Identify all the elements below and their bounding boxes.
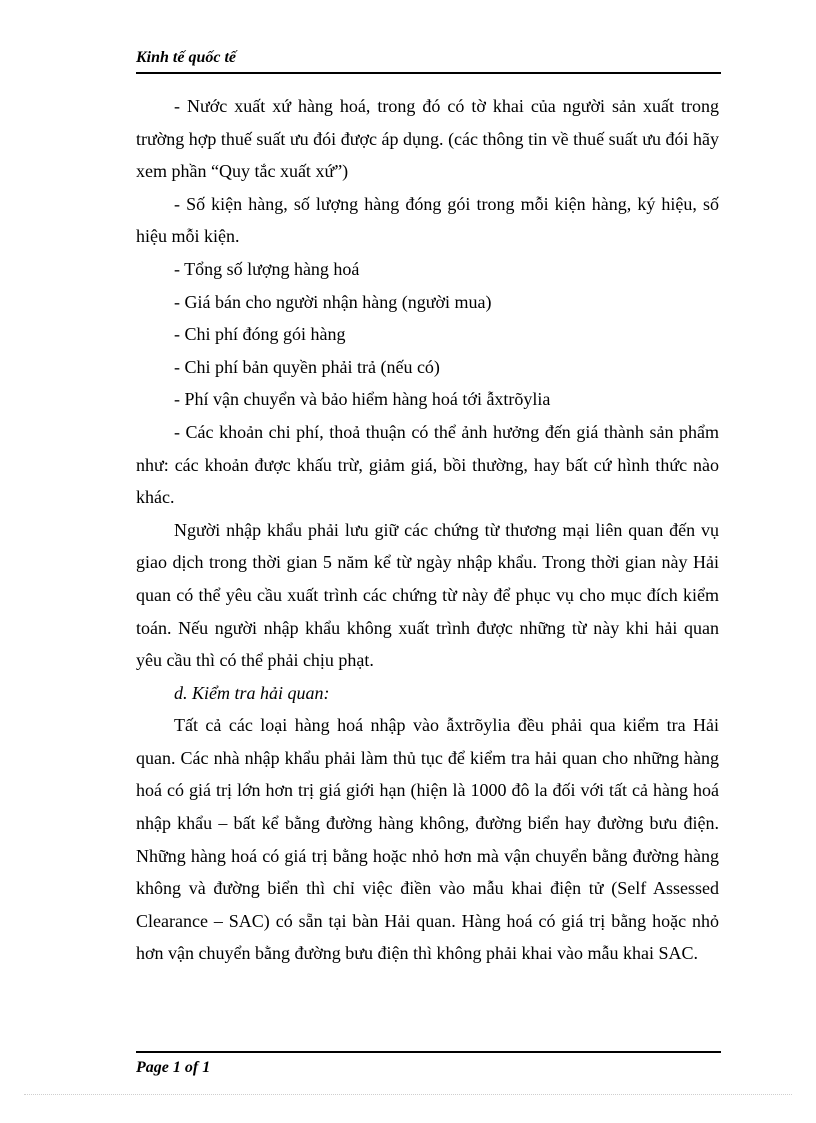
paragraph-total-quantity: - Tổng số lượng hàng hoá: [174, 258, 360, 279]
paragraph-selling-price: - Giá bán cho người nhận hàng (người mua): [174, 291, 492, 312]
paragraph-other-costs: - Các khoản chi phí, thoả thuận có thể ảnh hưởng đến giá thành sản phẩm như: các khoản được khấu trừ, giảm giá, bồi thường, hay bất cứ hình thức nào khác.: [136, 421, 719, 508]
paragraph-record-keeping: Người nhập khẩu phải lưu giữ các chứng từ thương mại liên quan đến vụ giao dịch trong thời gian 5 năm kể từ ngày nhập khẩu. Trong thời gian này Hải quan có thể yêu cầu xuất trình các chứng từ này để phục vụ cho mục đích kiểm toán. Nếu người nhập khẩu không xuất trình được những từ này khi hải quan yêu cầu thì có thể phải chịu phạt.: [136, 519, 719, 671]
document-body: [136, 90, 719, 970]
page-bottom-edge: [24, 1094, 792, 1095]
paragraph-packing-cost: - Chi phí đóng gói hàng: [174, 324, 346, 345]
paragraph-royalty-cost: - Chi phí bản quyền phải trả (nếu có): [174, 356, 440, 377]
paragraph-freight-insurance: - Phí vận chuyển và bảo hiểm hàng hoá tới ẫxtrõylia: [174, 389, 551, 410]
header-title: Kinh tế quốc tế: [136, 49, 237, 66]
paragraph-origin: - Nước xuất xứ hàng hoá, trong đó có tờ khai của người sản xuất trong trường hợp thuế suất ưu đói được áp dụng. (các thông tin về thuế suất ưu đói hãy xem phần “Quy tắc xuất xứ”): [136, 96, 719, 182]
page-number: Page 1 of 1: [136, 1059, 211, 1076]
paragraph-customs-inspection: Tất cả các loại hàng hoá nhập vào ẫxtrõylia đều phải qua kiểm tra Hải quan. Các nhà nhập khẩu phải làm thủ tục để kiểm tra hải quan cho những hàng hoá có giá trị lớn hơn trị giá giới hạn (hiện là 1000 đô la đối với tất cả hàng hoá nhập khẩu – bất kể bằng đường hàng không, đường biển hay đường bưu điện. Những hàng hoá có giá trị bằng hoặc nhỏ hơn mà vận chuyển bằng đường hàng không và đường biển thì chỉ việc điền vào mẫu khai điện tử (Self Assessed Clearance – SAC) có sẵn tại bàn Hải quan. Hàng hoá có giá trị bằng hoặc nhỏ hơn vận chuyển bằng đường bưu điện thì không phải khai vào mẫu khai SAC.: [136, 715, 719, 964]
paragraph-packages: - Số kiện hàng, số lượng hàng đóng gói trong mỗi kiện hàng, ký hiệu, số hiệu mỗi kiện.: [136, 193, 719, 247]
section-heading-customs-inspection: d. Kiểm tra hải quan:: [174, 682, 330, 703]
page-footer: [136, 1051, 721, 1076]
page-header: [136, 48, 721, 74]
